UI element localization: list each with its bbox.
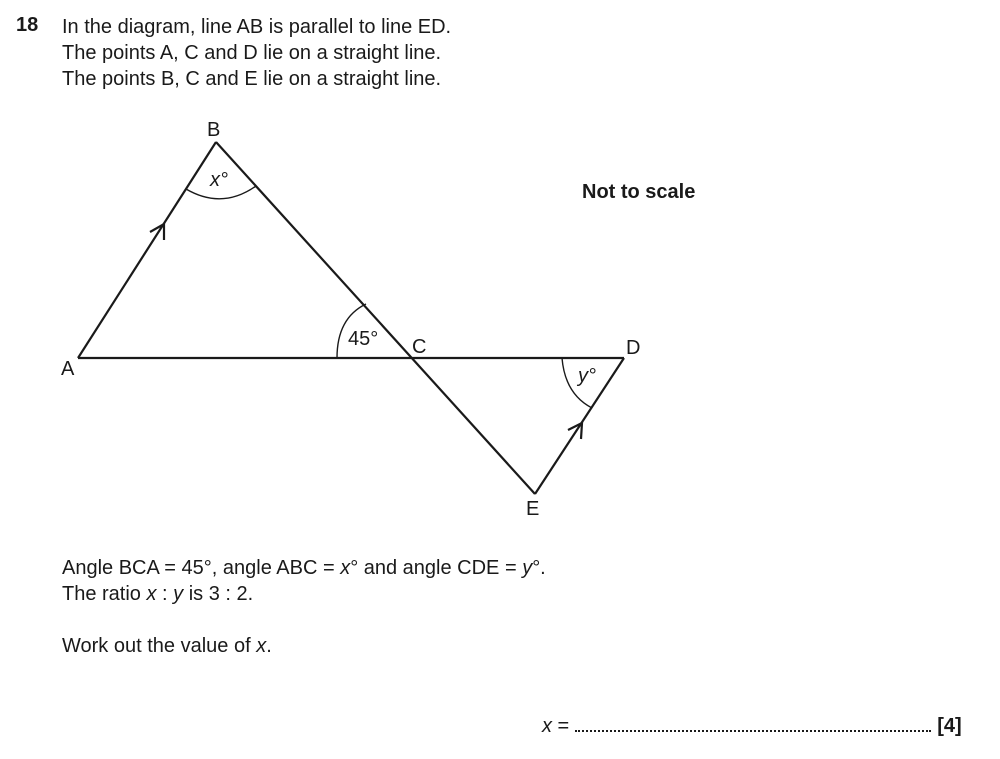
line-BE — [216, 142, 535, 494]
line-AB — [78, 142, 216, 358]
var-y: y — [522, 557, 533, 579]
angle-label-45: 45° — [348, 328, 379, 350]
not-to-scale-note: Not to scale — [582, 181, 696, 203]
task-text: Work out the value of — [62, 635, 257, 657]
point-label-E: E — [526, 498, 540, 520]
answer-field[interactable] — [575, 716, 931, 732]
point-label-C: C — [412, 336, 427, 358]
given-line-1 — [62, 557, 546, 580]
given-text: °. — [532, 557, 546, 579]
given-text: ° and angle CDE = — [350, 557, 523, 579]
given-text: Angle BCA = 45°, angle ABC = — [62, 557, 341, 579]
answer-var: x — [542, 715, 552, 737]
answer-equals: = — [552, 715, 570, 737]
intro-line-1: In the diagram, line AB is parallel to line ED. — [62, 16, 452, 38]
var-y: y — [173, 583, 184, 605]
question-number: 18 — [16, 14, 39, 36]
given-text: : — [156, 583, 174, 605]
point-label-B: B — [207, 119, 221, 141]
point-label-A: A — [61, 358, 75, 380]
answer-line — [542, 715, 962, 738]
given-text: The ratio — [62, 583, 147, 605]
marks-label: [4] — [937, 715, 962, 737]
given-line-2 — [62, 583, 253, 606]
parallel-arrow-AB — [150, 224, 164, 240]
given-text: is 3 : 2. — [183, 583, 254, 605]
angle-label-x: x° — [210, 169, 228, 191]
intro-line-3: The points B, C and E lie on a straight line. — [62, 68, 442, 90]
task-text: . — [266, 635, 272, 657]
var-x: x — [256, 635, 267, 657]
var-x: x — [340, 557, 351, 579]
angle-label-y: y° — [578, 365, 596, 387]
intro-line-2: The points A, C and D lie on a straight line. — [62, 42, 442, 64]
point-label-D: D — [626, 337, 641, 359]
task-line — [62, 635, 272, 658]
var-x: x — [146, 583, 157, 605]
